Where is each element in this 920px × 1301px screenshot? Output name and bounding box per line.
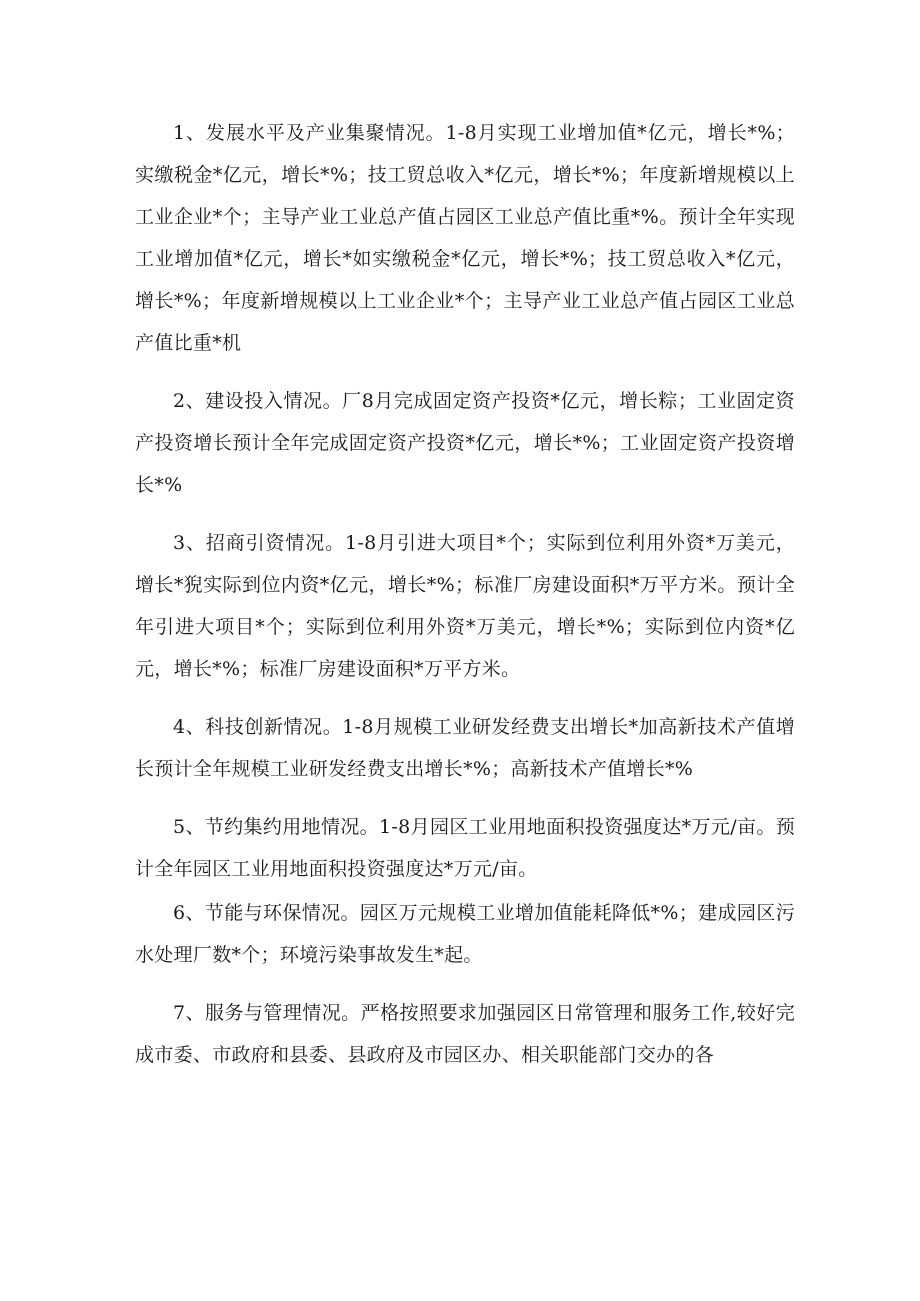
- paragraph-service-management: 7、服务与管理情况。严格按照要求加强园区日常管理和服务工作,较好完成市委、市政府和县委、县政府及市园区办、相关职能部门交办的各: [135, 1002, 795, 1066]
- paragraph-construction-investment: 2、建设投入情况。厂8月完成固定资产投资*亿元，增长粽；工业固定资产投资增长预计全年完成固定资产投资*亿元，增长*%；工业固定资产投资增长*%: [135, 390, 795, 496]
- paragraph-investment-attraction: 3、招商引资情况。1-8月引进大项目*个；实际到位利用外资*万美元，增长*猊实际到位内资*亿元，增长*%；标准厂房建设面积*万平方米。预计全年引进大项目*个；实际到位利用外资*万美元，增长*%；实际到位内资*亿元，增长*%；标准厂房建设面积*万平方米。: [135, 532, 795, 680]
- paragraph-development-level: 1、发展水平及产业集聚情况。1-8月实现工业增加值*亿元，增长*%；实缴税金*亿元，增长*%；技工贸总收入*亿元，增长*%；年度新增规模以上工业企业*个；主导产业工业总产值占园区工业总产值比重*%。预计全年实现工业增加值*亿元，增长*如实缴税金*亿元，增长*%；技工贸总收入*亿元，增长*%；年度新增规模以上工业企业*个；主导产业工业总产值占园区工业总产值比重*机: [135, 122, 795, 354]
- document-body: [135, 112, 795, 1076]
- paragraph-land-use: 5、节约集约用地情况。1-8月园区工业用地面积投资强度达*万元/亩。预计全年园区工业用地面积投资强度达*万元/亩。: [135, 816, 795, 880]
- paragraph-energy-environment: 6、节能与环保情况。园区万元规模工业增加值能耗降低*%；建成园区污水处理厂数*个；环境污染事故发生*起。: [135, 902, 795, 966]
- paragraph-tech-innovation: 4、科技创新情况。1-8月规模工业研发经费支出增长*加高新技术产值增长预计全年规模工业研发经费支出增长*%；高新技术产值增长*%: [135, 716, 795, 780]
